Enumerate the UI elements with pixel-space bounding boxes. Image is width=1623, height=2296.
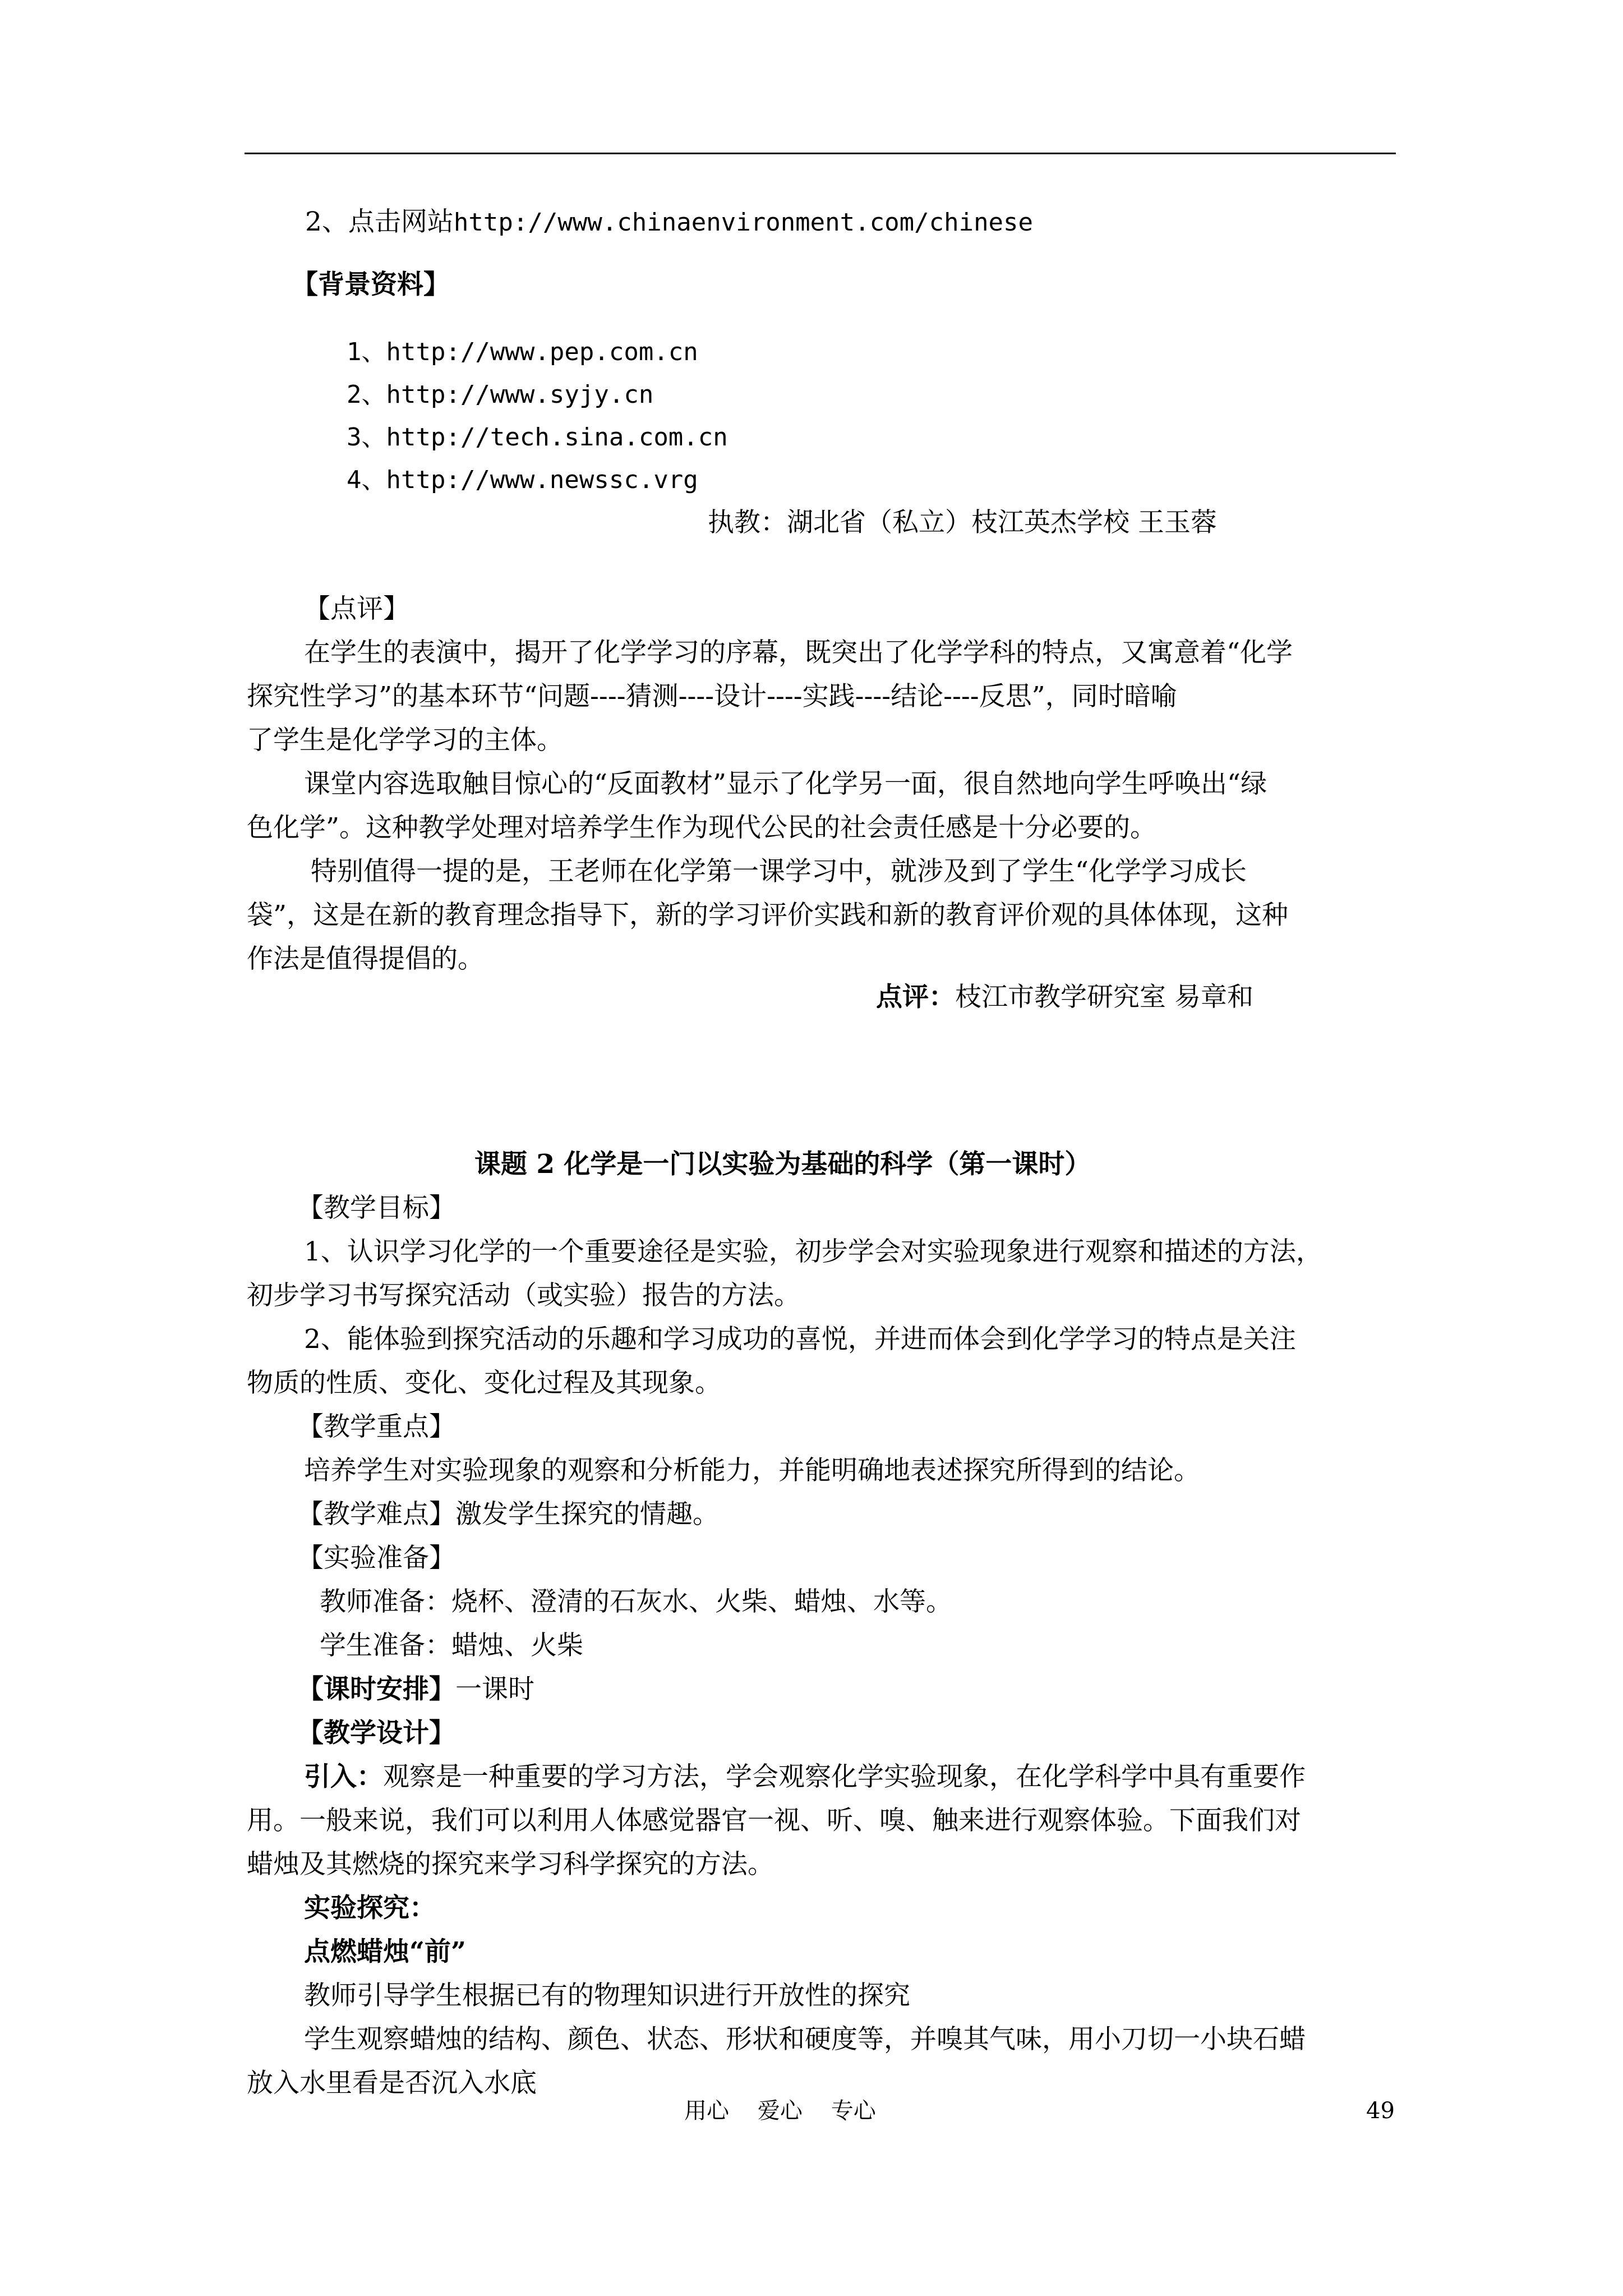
review-line: 色化学”。这种教学处理对培养学生作为现代公民的社会责任感是十分必要的。: [247, 812, 1157, 843]
page-number: 49: [1366, 2098, 1395, 2124]
background-link-3[interactable]: 3、http://tech.sina.com.cn: [347, 423, 728, 452]
student-prep: 学生准备：蜡烛、火柴: [320, 1630, 583, 1661]
schedule-line: [297, 1673, 534, 1706]
review-line: 特别值得一提的是，王老师在化学第一课学习中，就涉及到了学生“化学学习成长: [311, 856, 1247, 887]
review-heading: 【点评】: [304, 593, 409, 624]
intro-line: [304, 1760, 1306, 1794]
design-heading: 【教学设计】: [297, 1718, 455, 1749]
review-line: 袋”，这是在新的教育理念指导下，新的学习评价实践和新的教育评价观的具体体现，这种: [247, 900, 1289, 931]
guide-text: 教师引导学生根据已有的物理知识进行开放性的探究: [304, 1980, 910, 2011]
review-line: 课堂内容选取触目惊心的“反面教材”显示了化学另一面，很自然地向学生呼唤出“绿: [304, 769, 1267, 799]
key-text: 培养学生对实验现象的观察和分析能力，并能明确地表述探究所得到的结论。: [304, 1455, 1200, 1486]
header-rule: [245, 153, 1396, 154]
website-link[interactable]: http://www.chinaenvironment.com/chinese: [453, 208, 1034, 237]
goals-heading: 【教学目标】: [297, 1193, 455, 1223]
goal-line: 2、能体验到探究活动的乐趣和学习成功的喜悦，并进而体会到化学学习的特点是关注: [304, 1324, 1296, 1355]
background-link-2[interactable]: 2、http://www.syjy.cn: [347, 380, 654, 409]
background-heading: 【背景资料】: [292, 269, 450, 300]
difficulty-line: [297, 1498, 719, 1531]
observe-line: 放入水里看是否沉入水底: [247, 2068, 537, 2099]
intro-line: 用。一般来说，我们可以利用人体感觉器官一视、听、嗅、触来进行观察体验。下面我们对: [247, 1805, 1301, 1836]
schedule-heading: 【课时安排】: [297, 1674, 455, 1705]
intro-label: 引入：: [304, 1761, 383, 1792]
before-heading: 点燃蜡烛“前”: [304, 1936, 467, 1967]
goal-line: 初步学习书写探究活动（或实验）报告的方法。: [247, 1280, 800, 1311]
prep-heading: 【实验准备】: [297, 1543, 455, 1573]
intro-text: 观察是一种重要的学习方法，学会观察化学实验现象，在化学科学中具有重要作: [383, 1761, 1306, 1792]
review-line: 在学生的表演中，揭开了化学学习的序幕，既突出了化学学科的特点，又寓意着“化学: [304, 637, 1293, 668]
intro-line: 蜡烛及其燃烧的探究来学习科学探究的方法。: [247, 1849, 774, 1880]
review-line: 作法是值得提倡的。: [247, 944, 484, 974]
experiment-heading: 实验探究：: [304, 1893, 436, 1924]
review-line: 探究性学习”的基本环节“问题----猜测----设计----实践----结论----反思”，同时暗喻: [247, 681, 1177, 712]
lesson-title: 课题 2 化学是一门以实验为基础的科学（第一课时）: [474, 1149, 1091, 1180]
footer-motto: 用心 爱心 专心: [684, 2098, 876, 2124]
key-heading: 【教学重点】: [297, 1411, 455, 1442]
difficulty-text: 激发学生探究的情趣。: [455, 1499, 719, 1530]
background-link-1[interactable]: 1、http://www.pep.com.cn: [347, 338, 698, 366]
review-signature-text: 枝江市教学研究室 易章和: [955, 982, 1253, 1013]
review-signature: [876, 981, 1253, 1014]
observe-line: 学生观察蜡烛的结构、颜色、状态、形状和硬度等，并嗅其气味，用小刀切一小块石蜡: [304, 2024, 1306, 2055]
link-line: [305, 205, 1033, 240]
review-signature-label: 点评：: [876, 982, 955, 1013]
background-link-4[interactable]: 4、http://www.newssc.vrg: [347, 466, 698, 494]
difficulty-heading: 【教学难点】: [297, 1499, 455, 1530]
teacher-credit: 执教：湖北省（私立）枝江英杰学校 王玉蓉: [708, 507, 1217, 538]
review-line: 了学生是化学学习的主体。: [247, 725, 563, 756]
schedule-text: 一课时: [455, 1674, 534, 1705]
goal-line: 物质的性质、变化、变化过程及其现象。: [247, 1368, 721, 1398]
link-prefix: 2、点击网站: [305, 206, 454, 237]
teacher-prep: 教师准备：烧杯、澄清的石灰水、火柴、蜡烛、水等。: [320, 1586, 952, 1617]
goal-line: 1、认识学习化学的一个重要途径是实验，初步学会对实验现象进行观察和描述的方法，: [304, 1236, 1322, 1267]
